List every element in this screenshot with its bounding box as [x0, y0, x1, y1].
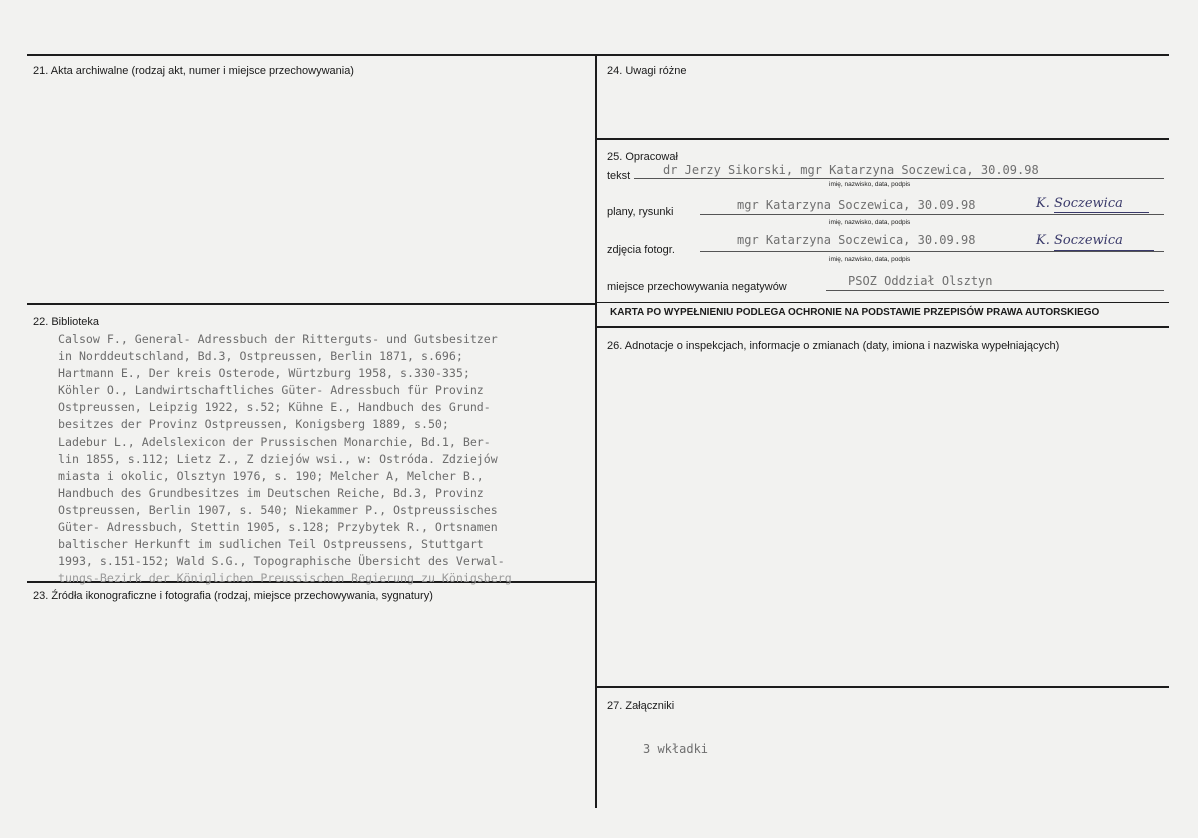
attachments-value: 3 wkładki [643, 742, 709, 756]
plany-signature-underline [1054, 212, 1149, 213]
bibliography-line: Ladebur L., Adelslexicon der Prussischen Monarchie, Bd.1, Ber- [58, 434, 491, 449]
bibliography-line: besitzes der Provinz Ostpreussen, Konigsberg 1889, s.50; [58, 417, 449, 432]
negatywy-line [826, 290, 1164, 291]
divider-26-27 [596, 686, 1169, 688]
bibliography-line: miasta i okolic, Olsztyn 1976, s. 190; Melcher A, Melcher B., [58, 468, 484, 483]
tekst-value: dr Jerzy Sikorski, mgr Katarzyna Soczewica, 30.09.98 [663, 163, 1039, 177]
field-25-label: 25. Opracował [607, 151, 678, 163]
bibliography-line: Calsow F., General- Adressbuch der Ritterguts- und Gutsbesitzer [58, 332, 498, 346]
bibliography-line: lin 1855, s.112; Lietz Z., Z dziejów wsi., w: Ostróda. Zdziejów [58, 451, 498, 466]
tekst-line [634, 178, 1164, 179]
field-26-label: 26. Adnotacje o inspekcjach, informacje o zmianach (daty, imiona i nazwiska wypełniających) [607, 340, 1060, 352]
top-border [27, 54, 1169, 56]
zdjecia-value: mgr Katarzyna Soczewica, 30.09.98 [737, 233, 976, 247]
bibliography-line: in Norddeutschland, Bd.3, Ostpreussen, Berlin 1871, s.696; [58, 349, 463, 364]
plany-value: mgr Katarzyna Soczewica, 30.09.98 [737, 198, 976, 212]
field-22-label: 22. Biblioteka [33, 316, 100, 328]
bibliography-line: Güter- Adressbuch, Stettin 1905, s.128; Przybytek R., Ortsnamen [58, 520, 498, 535]
bibliography-line: Handbuch des Grundbesitzes im Deutschen Reiche, Bd.3, Provinz [58, 485, 484, 500]
bibliography-line: Hartmann E., Der kreis Osterode, Würtzburg 1958, s.330-335; [58, 366, 470, 381]
divider-copyright-26 [596, 326, 1169, 328]
zdjecia-label: zdjęcia fotogr. [607, 244, 675, 256]
bibliography-line: baltischer Herkunft im sudlichen Teil Ostpreussens, Stuttgart [58, 537, 484, 552]
plany-caption: imię, nazwisko, data, podpis [829, 219, 911, 226]
plany-signature: K. Soczewica [1036, 196, 1123, 211]
bibliography-line: Ostpreussen, Leipzig 1922, s.52; Kühne E., Handbuch des Grund- [58, 400, 491, 415]
bibliography-text [58, 331, 603, 587]
negatywy-value: PSOZ Oddział Olsztyn [848, 274, 993, 288]
divider-25-copyright [596, 302, 1169, 303]
copyright-notice: KARTA PO WYPEŁNIENIU PODLEGA OCHRONIE NA PODSTAWIE PRZEPISÓW PRAWA AUTORSKIEGO [610, 307, 1100, 318]
tekst-label: tekst [607, 170, 631, 182]
field-27-label: 27. Załączniki [607, 700, 675, 712]
bibliography-line: 1993, s.151-152; Wald S.G., Topographische Übersicht des Verwal- [58, 554, 505, 569]
bibliography-line: tungs-Bezirk der Königlichen Preussischen Regierung zu Königsberg [58, 571, 512, 586]
negatywy-label: miejsce przechowywania negatywów [607, 281, 787, 293]
field-23-label: 23. Źródła ikonograficzne i fotografia (rodzaj, miejsce przechowywania, sygnatury) [33, 590, 433, 602]
divider-24-25 [596, 138, 1169, 140]
field-21-label: 21. Akta archiwalne (rodzaj akt, numer i miejsce przechowywania) [33, 65, 354, 77]
plany-line [700, 214, 1164, 215]
bibliography-line: Köhler O., Landwirtschaftliches Güter- Adressbuch für Provinz [58, 383, 484, 398]
field-24-label: 24. Uwagi różne [607, 65, 687, 77]
zdjecia-signature: K. Soczewica [1036, 233, 1123, 248]
zdjecia-caption: imię, nazwisko, data, podpis [829, 256, 911, 263]
tekst-caption: imię, nazwisko, data, podpis [829, 181, 911, 188]
zdjecia-line [700, 251, 1164, 252]
plany-label: plany, rysunki [607, 206, 674, 218]
bibliography-line: Ostpreussen, Berlin 1907, s. 540; Niekammer P., Ostpreussisches [58, 502, 498, 517]
divider-21-22 [27, 303, 596, 305]
